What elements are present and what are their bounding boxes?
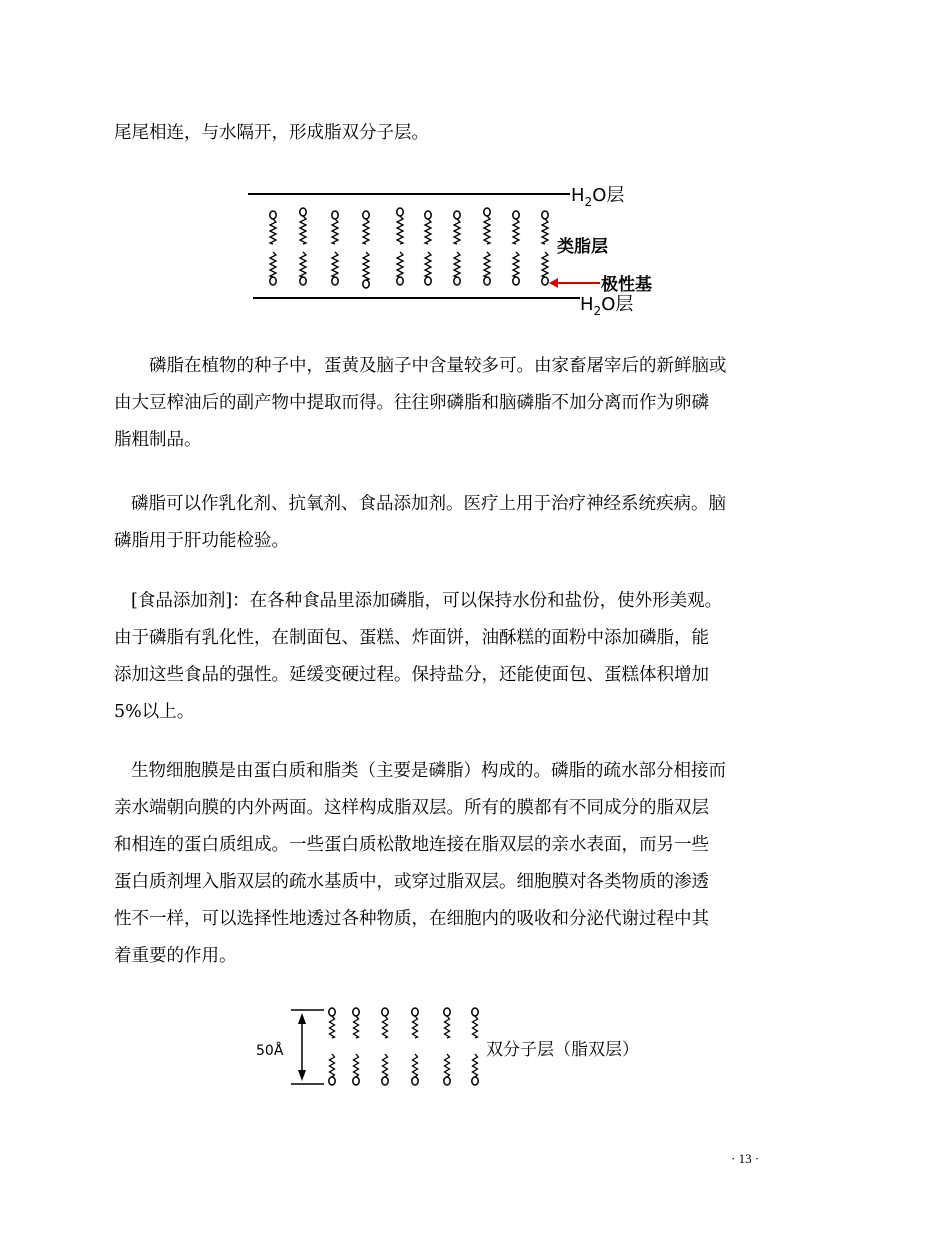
bilayer-molecules — [329, 1008, 478, 1085]
thickness-label: 50Å — [256, 1043, 284, 1059]
text-line: 性不一样，可以选择性地透过各种物质，在细胞内的吸收和分泌代谢过程中其 — [114, 909, 709, 929]
thickness-arrow-down — [298, 1070, 306, 1081]
fatty-tail — [445, 1016, 450, 1038]
text-line: 脂粗制品。 — [114, 430, 202, 450]
text-line: 磷脂在植物的种子中，蛋黄及脑子中含量较多可。由家畜屠宰后的新鲜脑或 — [149, 356, 727, 376]
fatty-tail — [354, 1054, 359, 1077]
polar-head — [382, 1008, 388, 1016]
text-line: 亲水端朝向膜的内外两面。这样构成脂双层。所有的膜都有不同成分的脂双层 — [114, 798, 709, 818]
fatty-tail — [330, 1054, 335, 1077]
polar-head — [353, 1077, 359, 1085]
top-water-label: $H_2O$层 — [571, 185, 625, 209]
fatty-tail — [473, 1016, 478, 1038]
polar-head — [444, 1077, 450, 1085]
fatty-tail — [413, 1054, 418, 1077]
fatty-tail — [473, 1054, 478, 1077]
text-line: 5%以上。 — [114, 702, 195, 722]
text-line: 磷脂可以作乳化剂、抗氧剂、食品添加剂。医疗上用于治疗神经系统疾病。脑 — [131, 494, 726, 514]
fatty-tail — [354, 1016, 359, 1038]
text-line: 着重要的作用。 — [114, 946, 237, 966]
polar-head — [412, 1008, 418, 1016]
bottom-water-label: $H_2O$层 — [580, 294, 634, 318]
fatty-tail — [413, 1016, 418, 1038]
text-line: 添加这些食品的强性。延缓变硬过程。保持盐分，还能使面包、蛋糕体积增加 — [114, 665, 709, 685]
text-line: 尾尾相连，与水隔开，形成脂双分子层。 — [114, 123, 429, 143]
bilayer-label: 双分子层（脂双层） — [486, 1040, 639, 1060]
lipid-layer-label: 类脂层 — [557, 237, 608, 257]
polar-head — [353, 1008, 359, 1016]
text-line: 由大豆榨油后的副产物中提取而得。往往卵磷脂和脑磷脂不加分离而作为卵磷 — [114, 393, 709, 413]
page-number: · 13 · — [731, 1151, 760, 1166]
fatty-tail — [330, 1016, 335, 1038]
polar-group-label: 极性基 — [601, 275, 652, 295]
polar-head — [382, 1077, 388, 1085]
thickness-arrow-up — [298, 1013, 306, 1024]
text-line: 蛋白质剂埋入脂双层的疏水基质中，或穿过脂双层。细胞膜对各类物质的渗透 — [114, 872, 709, 892]
polar-head — [412, 1077, 418, 1085]
polar-head — [329, 1077, 335, 1085]
text-line: 和相连的蛋白质组成。一些蛋白质松散地连接在脂双层的亲水表面，而另一些 — [114, 835, 709, 855]
text-line: 生物细胞膜是由蛋白质和脂类（主要是磷脂）构成的。磷脂的疏水部分相接而 — [131, 761, 726, 781]
text-line: 由于磷脂有乳化性，在制面包、蛋糕、炸面饼，油酥糕的面粉中添加磷脂，能 — [114, 628, 709, 648]
polar-head — [329, 1008, 335, 1016]
fatty-tail — [383, 1054, 388, 1077]
text-line: 磷脂用于肝功能检验。 — [114, 531, 289, 551]
fatty-tail — [383, 1016, 388, 1038]
fatty-tail — [445, 1054, 450, 1077]
text-line: [食品添加剂]：在各种食品里添加磷脂，可以保持水份和盐份，使外形美观。 — [131, 591, 723, 611]
polar-head — [444, 1008, 450, 1016]
polar-head — [472, 1077, 478, 1085]
polar-head — [472, 1008, 478, 1016]
